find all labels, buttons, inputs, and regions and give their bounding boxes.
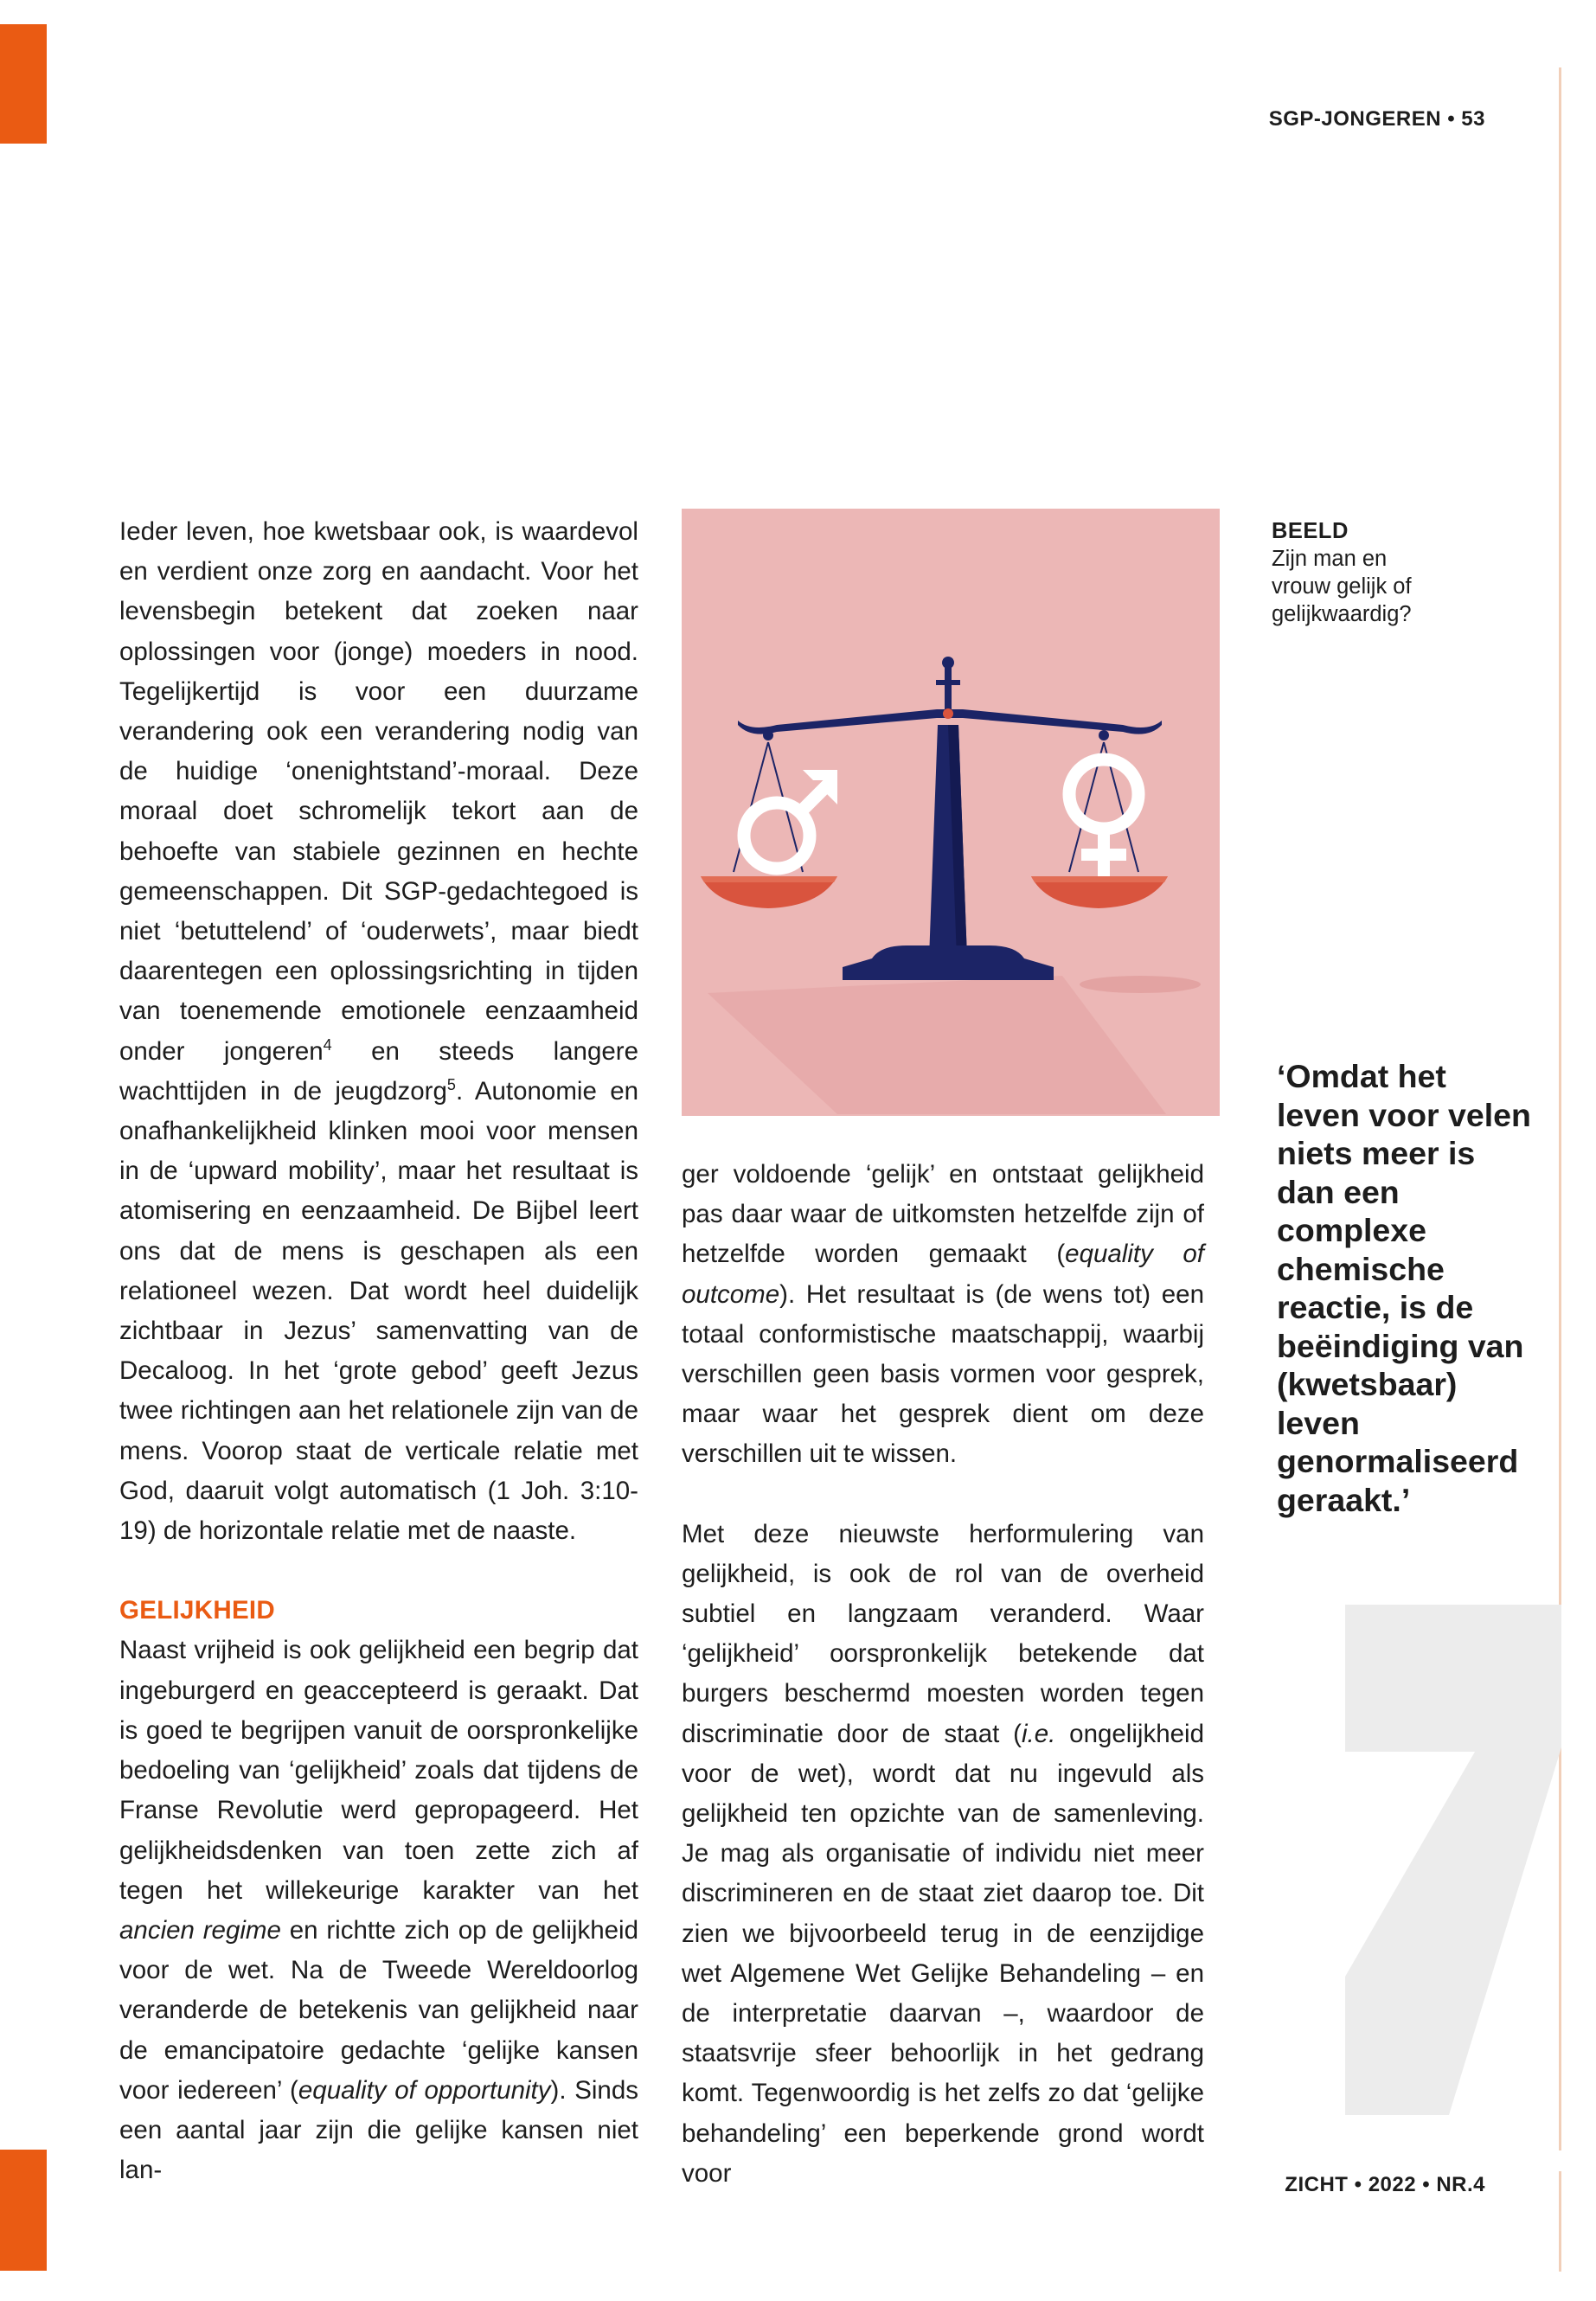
running-head: SGP-JONGEREN • 53 (1268, 107, 1485, 131)
illustration-scale (682, 509, 1220, 1116)
footnote-ref-4: 4 (323, 1035, 332, 1054)
image-caption (1272, 517, 1445, 628)
pull-quote: ‘Omdat het leven voor velen niets meer is dan een complexe chemische reactie, is de beëindiging van (kwetsbaar) leven genormaliseerd geraakt.’ (1277, 1058, 1531, 1518)
scale-icon (682, 509, 1220, 1116)
footnote-ref-5: 5 (446, 1076, 456, 1094)
paragraph-outcome: ger voldoende ‘gelijk’ en ontstaat gelijkheid pas daar waar de uitkomsten hetzelfde zijn of hetzelfde worden gemaakt (equality of outcome). Het resultaat is (de wens tot) een totaal conformistische maatschappij, waarbij verschillen geen basis vormen voor gesprek, maar waar het gesprek dient om deze verschillen uit te wissen. (682, 1160, 1205, 1469)
male-symbol-icon (744, 770, 837, 868)
caption-text: Zijn man en vrouw gelijk of gelijkwaardig? (1272, 547, 1412, 626)
article-column-right (682, 1155, 1204, 2194)
female-symbol-icon (1069, 760, 1138, 884)
vertical-rule-bottom (1559, 2171, 1561, 2272)
article-column-left (119, 512, 638, 2190)
paragraph-gelijkheid: Naast vrijheid is ook gelijkheid een begrip dat ingeburgerd en geaccepteerd is geraakt. Dat is goed te begrijpen vanuit de oorspronkelijke bedoeling van ‘gelijkheid’ zoals dat tijdens de Franse Revolutie werd gepropageerd. Het gelijkheidsdenken van toen zette zich af tegen het willekeurige karakter van het ancien regime en richtte zich op de gelijkheid voor de wet. Na de Tweede Wereldoorlog veranderde de betekenis van gelijkheid naar de emancipatoire gedachte ‘gelijke kansen voor iedereen’ (equality of opportunity). Sinds een aantal jaar zijn die gelijke kansen niet lan- (119, 1636, 638, 2185)
bottom-orange-tab (0, 2150, 47, 2271)
z-watermark-icon (1345, 1605, 1561, 2115)
caption-label: BEELD (1272, 519, 1349, 543)
paragraph-overheid: Met deze nieuwste herformulering van gelijkheid, is ook de rol van de overheid subtiel en langzaam veranderd. Waar ‘gelijkheid’ oorspronkelijk betekende dat burgers beschermd moesten worden tegen discriminatie door de staat (i.e. ongelijkheid voor de wet), wordt dat nu ingevuld als gelijkheid ten opzichte van de samenleving. Je mag als organisatie of individu niet meer discrimineren en de staat ziet daarop toe. Dit zien we bijvoorbeeld terug in de eenzijdige wet Algemene Wet Gelijke Behandeling – en de interpretatie daarvan –, waardoor de staatsvrije sfeer behoorlijk in het gedrang komt. Tegenwoordig is het zelfs zo dat ‘gelijke behandeling’ een beperkende grond wordt voor (682, 1519, 1204, 2188)
paragraph-life: Ieder leven, hoe kwetsbaar ook, is waardevol en verdient onze zorg en aandacht. Voor het levensbegin betekent dat zoeken naar oplossingen voor (jonge) moeders in nood. Tegelijkertijd is voor een duurzame verandering ook een verandering nodig van de huidige ‘onenightstand’-moraal. Deze moraal doet schromelijk tekort aan de behoefte van stabiele gezinnen en hechte gemeenschappen. Dit SGP-gedachtegoed is niet ‘betuttelend’ of ‘ouderwets’, maar biedt daarentegen een oplossingsrichting in tijden van toenemende emotionele eenzaamheid onder jongeren$^4$ en steeds langere wachttijden in de jeugdzorg$^5$. Autonomie en onafhankelijkheid klinken mooi voor mensen in de ‘upward mobility’, maar het resultaat is atomisering en eenzaamheid. De Bijbel leert ons dat de mens is geschapen als een relationeel wezen. Dat wordt heel duidelijk zichtbaar in Jezus’ samenvatting van de Decaloog. In het ‘grote gebod’ geeft Jezus twee richtingen aan het relationele zijn van de mens. Voorop staat de verticale relatie met God, daaruit volgt automatisch (1 Joh. 3:10-19) de horizontale relatie met de naaste. (119, 517, 639, 1546)
top-orange-tab (0, 24, 47, 144)
running-foot: ZICHT • 2022 • NR.4 (1285, 2173, 1485, 2196)
section-heading-gelijkheid: GELIJKHEID (119, 1596, 276, 1625)
